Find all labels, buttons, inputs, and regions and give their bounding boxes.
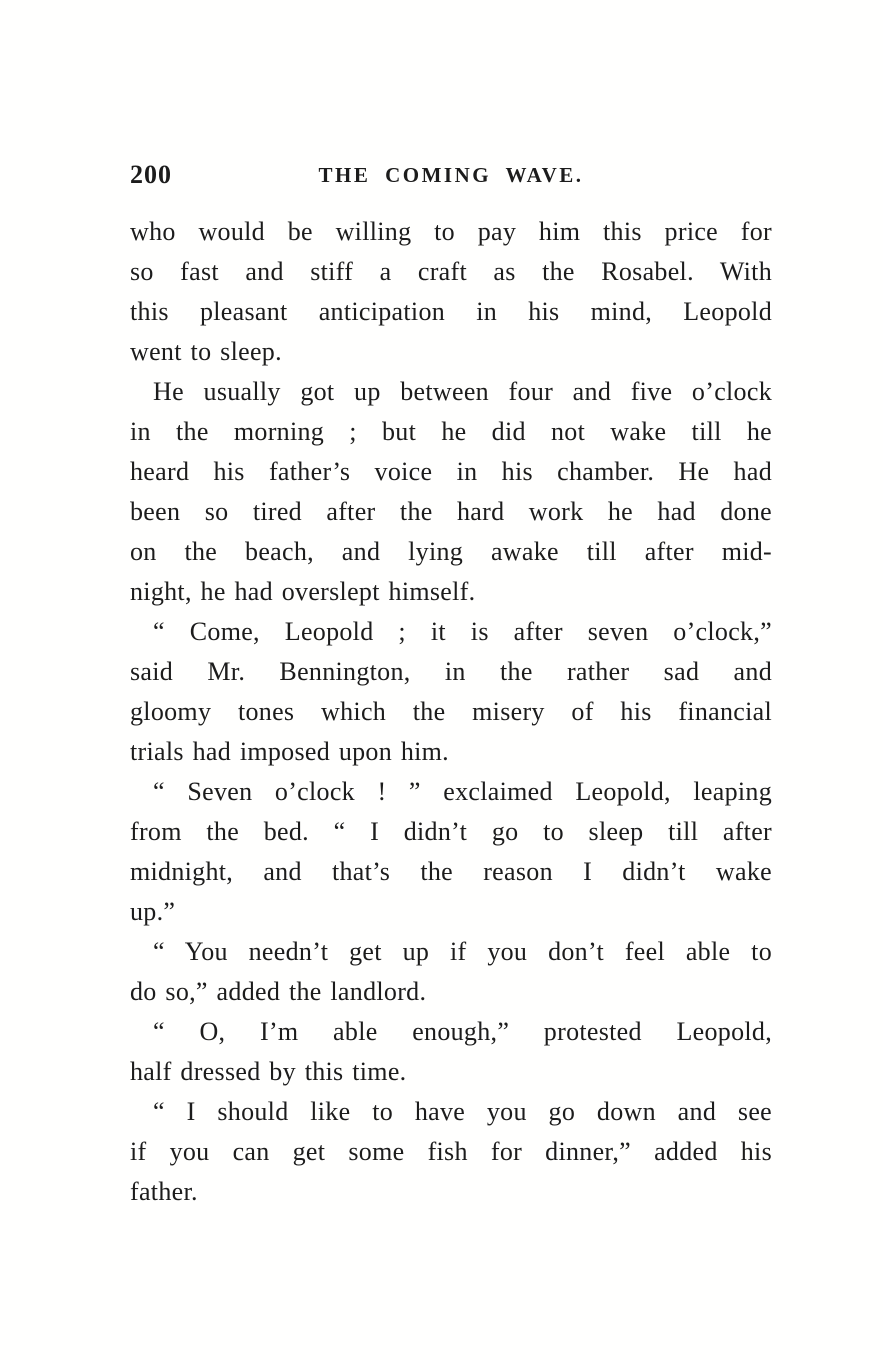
text-line: went to sleep. [130, 337, 282, 366]
text-line: He usually got up between four and five o’clock [153, 377, 772, 406]
paragraph-2 [130, 372, 772, 612]
page-body [130, 212, 772, 1212]
text-line: “ You needn’t get up if you don’t feel able to [153, 937, 772, 966]
text-line: on the beach, and lying awake till after mid- [130, 537, 772, 566]
text-line: “ Seven o’clock ! ” exclaimed Leopold, leaping [153, 777, 772, 806]
page-number: 200 [130, 160, 172, 189]
text-line: father. [130, 1177, 198, 1206]
paragraph-1 [130, 212, 772, 372]
text-line: “ Come, Leopold ; it is after seven o’clock,” [153, 617, 772, 646]
text-line: so fast and stiff a craft as the Rosabel. With [130, 257, 772, 286]
text-line: from the bed. “ I didn’t go to sleep till after [130, 817, 772, 846]
text-line: “ O, I’m able enough,” protested Leopold, [153, 1017, 772, 1046]
text-line: been so tired after the hard work he had done [130, 497, 772, 526]
running-title: THE COMING WAVE. [318, 163, 584, 187]
text-line: this pleasant anticipation in his mind, Leopold [130, 297, 772, 326]
page-header [130, 158, 772, 192]
text-line: gloomy tones which the misery of his financial [130, 697, 772, 726]
text-line: if you can get some fish for dinner,” added his [130, 1137, 772, 1166]
text-line: night, he had overslept himself. [130, 577, 476, 606]
text-line: up.” [130, 897, 176, 926]
text-line: heard his father’s voice in his chamber. He had [130, 457, 772, 486]
paragraph-3 [130, 612, 772, 772]
text-line: in the morning ; but he did not wake till he [130, 417, 772, 446]
paragraph-5 [130, 932, 772, 1012]
text-line: “ I should like to have you go down and see [153, 1097, 772, 1126]
text-line: said Mr. Bennington, in the rather sad and [130, 657, 772, 686]
text-line: do so,” added the landlord. [130, 977, 427, 1006]
text-line: trials had imposed upon him. [130, 737, 449, 766]
paragraph-6 [130, 1012, 772, 1092]
paragraph-7 [130, 1092, 772, 1212]
text-line: midnight, and that’s the reason I didn’t wake [130, 857, 772, 886]
text-line: half dressed by this time. [130, 1057, 407, 1086]
text-line: who would be willing to pay him this price for [130, 217, 772, 246]
paragraph-4 [130, 772, 772, 932]
